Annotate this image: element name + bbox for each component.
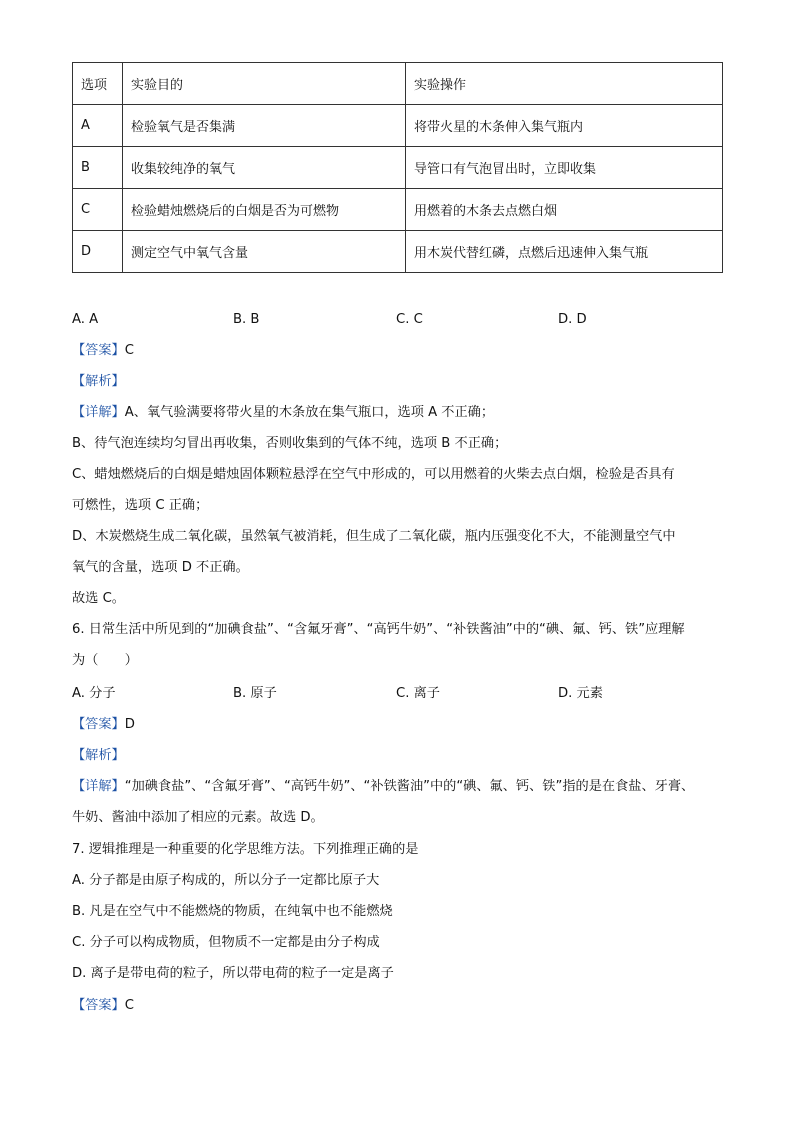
q6-answer <box>72 715 135 735</box>
answer-value: C <box>124 343 134 358</box>
q6-option-b: B. 原子 <box>233 686 277 701</box>
q5-detail-line: B、待气泡连续均匀冒出再收集，否则收集到的气体不纯，选项 B 不正确； <box>72 436 508 451</box>
analysis-tag: 【解析】 <box>72 748 125 763</box>
q7-answer <box>72 996 134 1016</box>
q6-stem: 为（ ） <box>72 653 138 668</box>
detail-tag: 【详解】 <box>72 779 125 794</box>
answer-value: C <box>124 998 134 1013</box>
experiment-table <box>72 62 723 273</box>
q7-option-b: B. 凡是在空气中不能燃烧的物质，在纯氧中也不能燃烧 <box>72 904 393 919</box>
q5-options <box>72 310 732 330</box>
table-cell: 将带火星的木条伸入集气瓶内 <box>406 105 723 147</box>
q7-option-a: A. 分子都是由原子构成的，所以分子一定都比原子大 <box>72 873 380 888</box>
q5-option-b: B. B <box>233 312 260 327</box>
q5-option-a: A. A <box>72 312 99 327</box>
q5-answer <box>72 341 134 361</box>
q6-analysis-heading <box>72 746 125 766</box>
q6-option-d: D. 元素 <box>558 686 603 701</box>
q5-detail-line: D、木炭燃烧生成二氧化碳，虽然氧气被消耗，但生成了二氧化碳，瓶内压强变化不大，不能测量空气中 <box>72 529 676 544</box>
q5-detail-line: 可燃性，选项 C 正确； <box>72 498 209 513</box>
q5-analysis-heading <box>72 372 125 392</box>
table-header-cell: 实验操作 <box>406 63 723 105</box>
table-row <box>73 147 723 189</box>
q7-option-d: D. 离子是带电荷的粒子，所以带电荷的粒子一定是离子 <box>72 966 394 981</box>
analysis-tag: 【解析】 <box>72 374 125 389</box>
q5-option-c: C. C <box>396 312 423 327</box>
detail-text: A、氧气验满要将带火星的木条放在集气瓶口，选项 A 不正确； <box>124 405 495 420</box>
table-cell: B <box>73 147 123 189</box>
table-cell: D <box>73 231 123 273</box>
table-cell: 检验氧气是否集满 <box>123 105 406 147</box>
table-row <box>73 189 723 231</box>
detail-tag: 【详解】 <box>72 405 125 420</box>
table-header-cell: 实验目的 <box>123 63 406 105</box>
q5-detail-line: 氧气的含量，选项 D 不正确。 <box>72 560 249 575</box>
table-cell: C <box>73 189 123 231</box>
q5-detail-line <box>72 403 494 423</box>
answer-tag: 【答案】 <box>72 717 125 732</box>
q6-option-a: A. 分子 <box>72 686 116 701</box>
q6-option-c: C. 离子 <box>396 686 440 701</box>
table-row <box>73 105 723 147</box>
q7-stem: 7. 逻辑推理是一种重要的化学思维方法。下列推理正确的是 <box>72 842 419 857</box>
table-cell: 收集较纯净的氧气 <box>123 147 406 189</box>
table-header-row <box>73 63 723 105</box>
detail-text: “加碘食盐”、“含氟牙膏”、“高钙牛奶”、“补铁酱油”中的“碘、氟、钙、铁”指的是在食盐、牙膏、 <box>124 779 695 794</box>
table-cell: 检验蜡烛燃烧后的白烟是否为可燃物 <box>123 189 406 231</box>
answer-value: D <box>124 717 135 732</box>
q5-detail-line: C、蜡烛燃烧后的白烟是蜡烛固体颗粒悬浮在空气中形成的，可以用燃着的火柴去点白烟，检验是否具有 <box>72 467 675 482</box>
table-cell: 导管口有气泡冒出时，立即收集 <box>406 147 723 189</box>
table-header-cell: 选项 <box>73 63 123 105</box>
table-cell: 测定空气中氧气含量 <box>123 231 406 273</box>
table-cell: A <box>73 105 123 147</box>
table-cell: 用木炭代替红磷，点燃后迅速伸入集气瓶 <box>406 231 723 273</box>
table-cell: 用燃着的木条去点燃白烟 <box>406 189 723 231</box>
q5-conclusion: 故选 C。 <box>72 591 125 606</box>
answer-tag: 【答案】 <box>72 343 125 358</box>
q7-option-c: C. 分子可以构成物质，但物质不一定都是由分子构成 <box>72 935 380 950</box>
q6-detail-line: 牛奶、酱油中添加了相应的元素。故选 D。 <box>72 810 324 825</box>
q6-detail-line <box>72 777 694 797</box>
table-row <box>73 231 723 273</box>
answer-tag: 【答案】 <box>72 998 125 1013</box>
q6-options <box>72 684 732 704</box>
q5-option-d: D. D <box>558 312 587 327</box>
q6-stem: 6. 日常生活中所见到的“加碘食盐”、“含氟牙膏”、“高钙牛奶”、“补铁酱油”中的“碘、氟、钙、铁”应理解 <box>72 622 685 637</box>
